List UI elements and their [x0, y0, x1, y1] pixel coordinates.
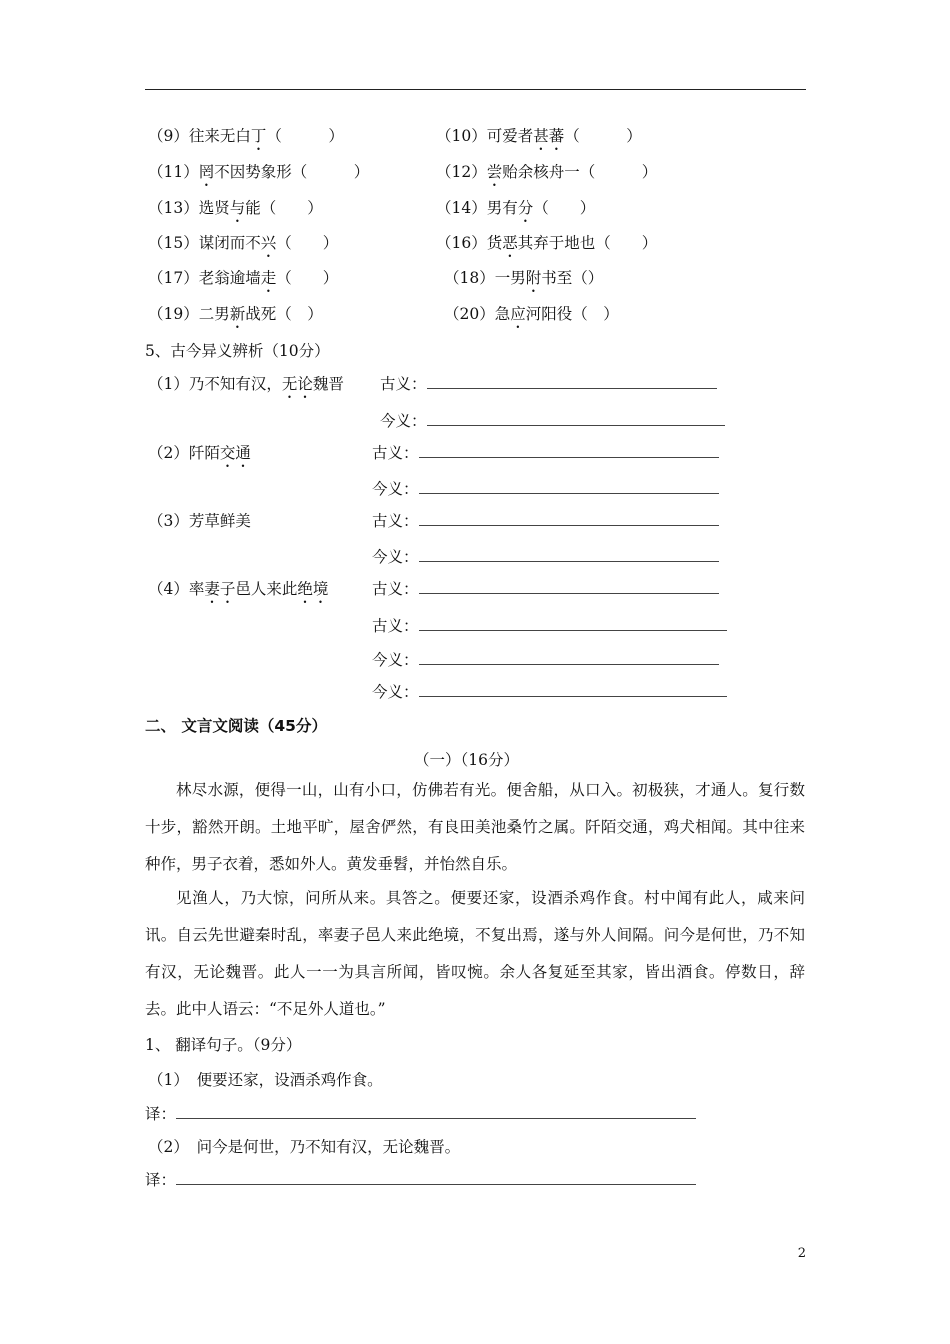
vocab-item-14: （14）男有分（ ） — [436, 199, 596, 217]
vocab-item-9: （9）往来无白丁（ ） — [148, 127, 344, 145]
q5-1-ancient-row: 古义： — [380, 372, 717, 394]
q5-3-modern-row: 今义： — [372, 545, 719, 567]
answer-line[interactable] — [419, 579, 719, 594]
answer-line[interactable] — [427, 374, 717, 389]
vocab-item-15: （15）谋闭而不兴（ ） — [148, 234, 339, 252]
vocab-item-16: （16）货恶其弃于地也（ ） — [436, 234, 658, 252]
vocab-item-20: （20）急应河阳役（ ） — [444, 305, 619, 323]
answer-line[interactable] — [419, 511, 719, 526]
passage-paragraph-2: 见渔人，乃大惊，问所从来。具答之。便要还家，设酒杀鸡作食。村中闻有此人，咸来问讯。自云先世避秦时乱，率妻子邑人来此绝境，不复出焉，遂与外人间隔。问今是何世，乃不知有汉，无论魏晋。此人一一为具言所闻，皆叹惋。余人各复延至其家，皆出酒食。停数日，辞去。此中人语云：“不足外人道也。” — [145, 889, 805, 1018]
header-rule — [145, 89, 806, 90]
answer-line[interactable] — [419, 650, 719, 665]
answer-line[interactable] — [419, 479, 719, 494]
question-translate-title: 1、 翻译句子。（9分） — [145, 1036, 302, 1054]
translate-sentence-1: （1） 便要还家，设酒杀鸡作食。 — [148, 1071, 383, 1089]
answer-line[interactable] — [427, 411, 725, 426]
q5-2-modern-row: 今义： — [372, 477, 719, 499]
q5-sentence-1: （1）乃不知有汉，无论魏晋 — [148, 375, 344, 393]
answer-line[interactable] — [419, 616, 727, 631]
q5-4-modern-row-2: 今义： — [372, 680, 727, 702]
vocab-item-18: （18）一男附书至（） — [444, 269, 604, 287]
answer-line[interactable] — [176, 1104, 696, 1119]
q5-sentence-3: （3）芳草鲜美 — [148, 512, 251, 530]
vocab-item-10: （10）可爱者甚蕃（ ） — [436, 127, 642, 145]
q5-sentence-4: （4）率妻子邑人来此绝境 — [148, 580, 329, 598]
translate-answer-row-1: 译： — [145, 1102, 696, 1124]
page-number: 2 — [797, 1246, 806, 1261]
q5-4-ancient-row-2: 古义： — [372, 614, 727, 636]
vocab-item-12: （12）尝贻余核舟一（ ） — [436, 163, 658, 181]
q5-4-ancient-row-1: 古义： — [372, 577, 719, 599]
answer-line[interactable] — [419, 682, 727, 697]
answer-line[interactable] — [419, 547, 719, 562]
vocab-item-11: （11）罔不因势象形（ ） — [148, 163, 370, 181]
passage-paragraph-1: 林尽水源，便得一山，山有小口，仿佛若有光。便舍船，从口入。初极狭，才通人。复行数十步，豁然开朗。土地平旷，屋舍俨然，有良田美池桑竹之属。阡陌交通，鸡犬相闻。其中往来种作，男子衣着，悉如外人。黄发垂髫，并怡然自乐。 — [145, 781, 805, 873]
q5-2-ancient-row: 古义： — [372, 441, 719, 463]
answer-line[interactable] — [176, 1170, 696, 1185]
answer-line[interactable] — [419, 443, 719, 458]
q5-title: 5、古今异义辨析（10分） — [145, 342, 330, 360]
translate-answer-row-2: 译： — [145, 1168, 696, 1190]
section-heading: 二、 文言文阅读（45分） — [145, 717, 327, 735]
q5-4-modern-row-1: 今义： — [372, 648, 719, 670]
subsection-heading: （一）（16分） — [414, 751, 519, 769]
q5-1-modern-row: 今义： — [380, 409, 725, 431]
vocab-item-19: （19）二男新战死（ ） — [148, 305, 323, 323]
vocab-item-13: （13）选贤与能（ ） — [148, 199, 323, 217]
translate-sentence-2: （2） 问今是何世，乃不知有汉，无论魏晋。 — [148, 1138, 461, 1156]
q5-3-ancient-row: 古义： — [372, 509, 719, 531]
q5-sentence-2: （2）阡陌交通 — [148, 444, 251, 462]
vocab-item-17: （17）老翁逾墙走（ ） — [148, 269, 339, 287]
